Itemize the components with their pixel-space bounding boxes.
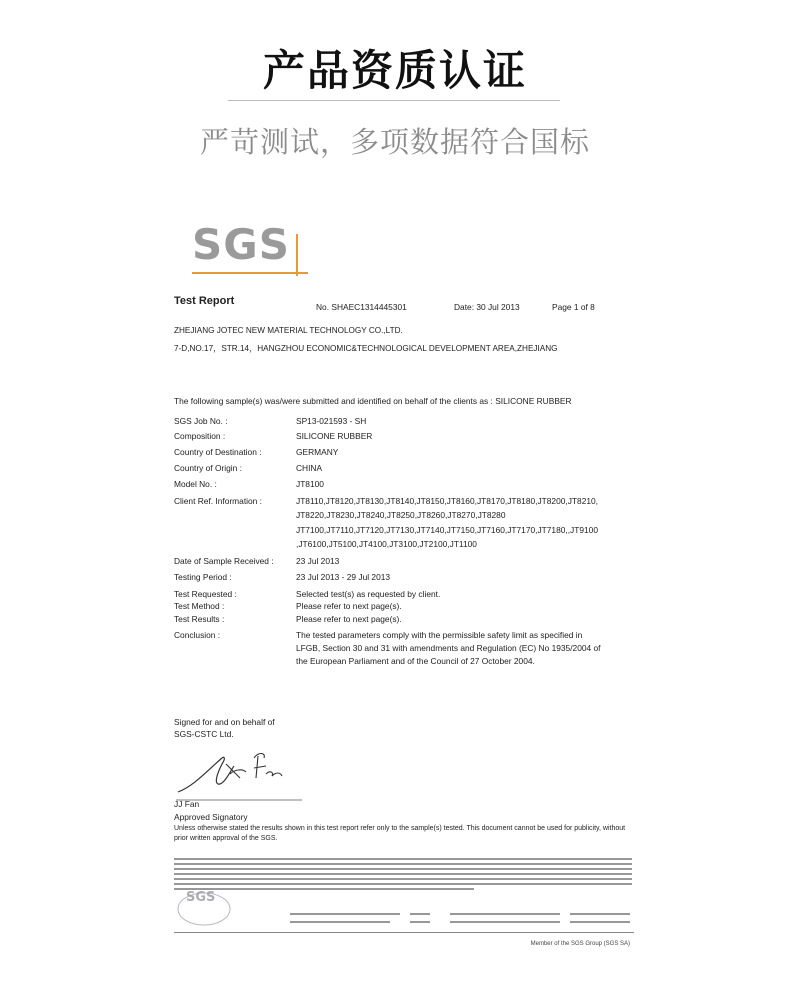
field-label: Composition : <box>174 431 226 441</box>
client-ref-line: JT8220,JT8230,JT8240,JT8250,JT8260,JT8270,JT8280 <box>296 510 506 520</box>
field-label: Testing Period : <box>174 572 232 582</box>
field-label: Test Requested : <box>174 589 237 599</box>
field-value: JT8100 <box>296 479 324 489</box>
seal-stamp <box>174 890 274 928</box>
conclusion-line: The tested parameters comply with the permissible safety limit as specified in <box>296 630 583 640</box>
sgs-stamp-logo: SGS <box>186 890 216 905</box>
signer-name: JJ Fan <box>174 799 200 809</box>
title-divider <box>228 100 560 101</box>
field-label: Test Results : <box>174 614 225 624</box>
sgs-logo <box>192 220 296 272</box>
field-label: Country of Origin : <box>174 463 242 473</box>
field-value: GERMANY <box>296 447 339 457</box>
field-value: Selected test(s) as requested by client. <box>296 589 441 599</box>
field-label: Test Method : <box>174 601 225 611</box>
field-label: SGS Job No. : <box>174 416 228 426</box>
field-value: Please refer to next page(s). <box>296 614 402 624</box>
company-address: 7-D,NO.17，STR.14，HANGZHOU ECONOMIC&TECHNOLOGICAL DEVELOPMENT AREA,ZHEJIANG <box>174 344 558 353</box>
logo-vertical-line <box>296 234 298 276</box>
footer-divider <box>174 932 634 933</box>
field-value: JT8110,JT8120,JT8130,JT8140,JT8150,JT8160,JT8170,JT8180,JT8200,JT8210, <box>296 496 598 506</box>
field-label: Country of Destination : <box>174 447 262 457</box>
footer-note-line: prior written approval of the SGS. <box>174 835 278 842</box>
contact-info-block <box>290 908 630 930</box>
client-ref-line: JT7100,JT7110,JT7120,JT7130,JT7140,JT7150,JT7160,JT7170,JT7180,,JT9100 <box>296 525 598 535</box>
field-label: Model No. : <box>174 479 217 489</box>
company-name: ZHEJIANG JOTEC NEW MATERIAL TECHNOLOGY CO.,LTD. <box>174 326 403 335</box>
sgs-logo-text: SGS <box>192 220 290 269</box>
intro-statement: The following sample(s) was/were submitted and identified on behalf of the clients as : SILICONE RUBBER <box>174 396 572 406</box>
signed-for-company: SGS-CSTC Ltd. <box>174 729 234 739</box>
field-value: 23 Jul 2013 <box>296 556 340 566</box>
conclusion-line: the European Parliament and of the Council of 27 October 2004. <box>296 656 535 666</box>
sgs-member-line: Member of the SGS Group (SGS SA) <box>530 941 630 947</box>
field-value: 23 Jul 2013 - 29 Jul 2013 <box>296 572 391 582</box>
page-indicator: Page 1 of 8 <box>552 302 595 312</box>
report-number: No. SHAEC1314445301 <box>316 302 407 312</box>
footer-note <box>174 824 634 844</box>
signer-title: Approved Signatory <box>174 812 248 822</box>
conclusion-label: Conclusion : <box>174 630 221 640</box>
footer-note-line: Unless otherwise stated the results shown in this test report refer only to the sample(s) tested. This document cannot be used for publicity, without <box>174 825 626 832</box>
logo-underline <box>192 272 308 274</box>
field-value: SP13-021593 - SH <box>296 416 367 426</box>
page-subtitle: 严苛测试，多项数据符合国标 <box>199 125 590 159</box>
field-label: Date of Sample Received : <box>174 556 274 566</box>
conclusion-line: LFGB, Section 30 and 31 with amendments and Regulation (EC) No 1935/2004 of <box>296 643 601 653</box>
test-report-document <box>160 208 640 958</box>
report-title: Test Report <box>174 295 235 307</box>
client-ref-line: ,JT6100,JT5100,JT4100,JT3100,JT2100,JT1100 <box>296 539 477 549</box>
page-title: 产品资质认证 <box>262 46 527 95</box>
report-date: Date: 30 Jul 2013 <box>454 302 520 312</box>
signed-for-line: Signed for and on behalf of <box>174 717 275 727</box>
field-value: SILICONE RUBBER <box>296 431 373 441</box>
field-label: Client Ref. Information : <box>174 496 262 506</box>
fine-print-block <box>174 856 634 890</box>
field-value: CHINA <box>296 463 323 473</box>
handwritten-signature <box>174 744 304 804</box>
field-value: Please refer to next page(s). <box>296 601 402 611</box>
